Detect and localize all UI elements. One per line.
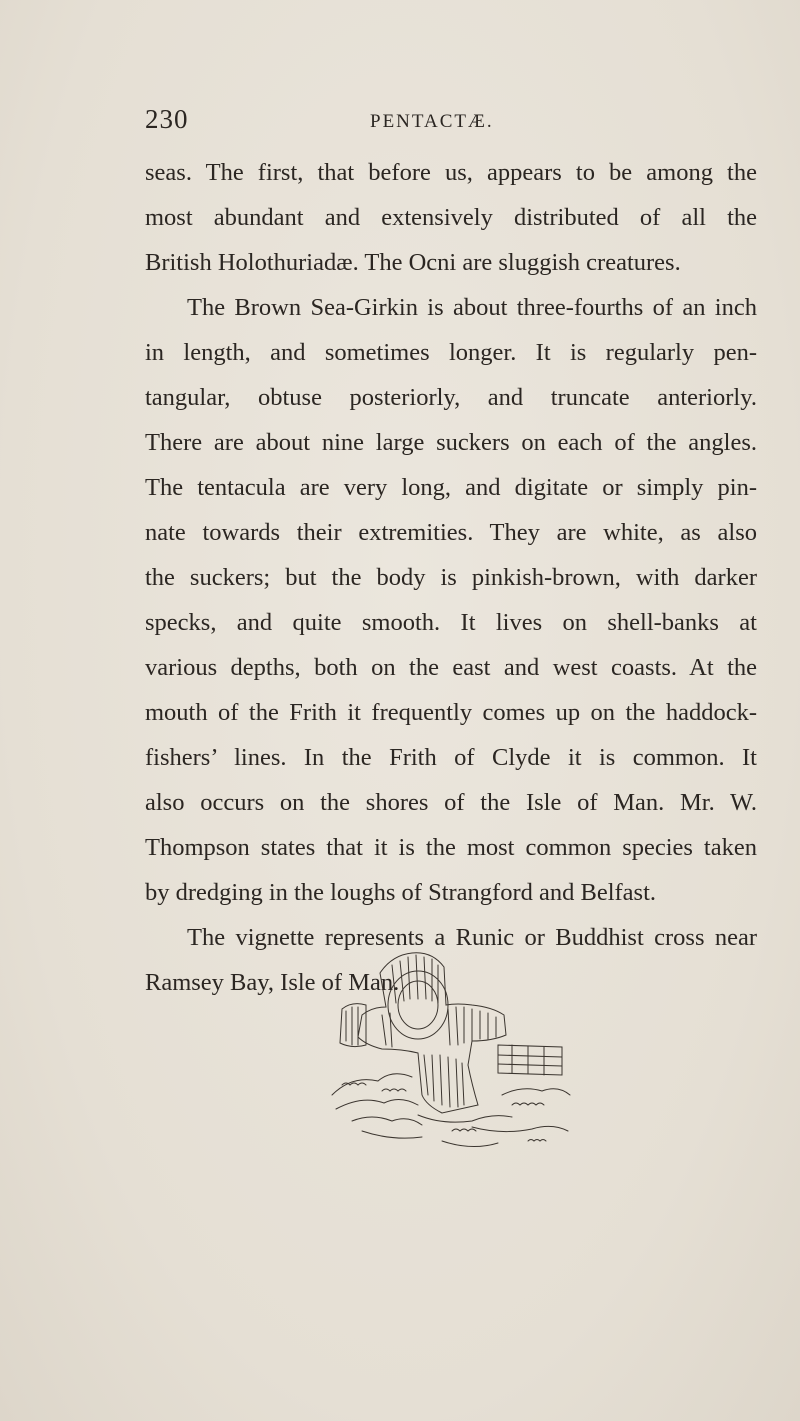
text-line: various depths, both on the east and west coasts. At the [145, 654, 757, 681]
runic-cross-engraving-icon [322, 945, 578, 1160]
text-line: most abundant and extensively distributed of all the [145, 204, 757, 231]
text-line: mouth of the Frith it frequently comes up on the haddock- [145, 699, 757, 726]
text-line: Thompson states that it is the most common species taken [145, 834, 757, 861]
text-line: in length, and sometimes longer. It is regularly pen- [145, 339, 757, 366]
text-line: There are about nine large suckers on each of the angles. [145, 429, 757, 456]
text-line: the suckers; but the body is pinkish-brown, with darker [145, 564, 757, 591]
page-header [145, 104, 725, 144]
body-text [145, 150, 757, 1005]
vignette-engraving [322, 945, 578, 1160]
text-line: seas. The first, that before us, appears to be among the [145, 159, 757, 186]
text-line: specks, and quite smooth. It lives on shell-banks at [145, 609, 757, 636]
text-line: The tentacula are very long, and digitate or simply pin- [145, 474, 757, 501]
text-line: fishers’ lines. In the Frith of Clyde it is common. It [145, 744, 757, 771]
text-line: also occurs on the shores of the Isle of Man. Mr. W. [145, 789, 757, 816]
text-line: The Brown Sea-Girkin is about three-fourths of an inch [187, 294, 757, 321]
running-head: PENTACTÆ. [370, 111, 494, 132]
text-line: tangular, obtuse posteriorly, and truncate anteriorly. [145, 384, 757, 411]
text-line: The vignette represents a Runic or Buddhist cross near [187, 924, 757, 951]
text-line: British Holothuriadæ. The Ocni are sluggish creatures. [145, 249, 681, 276]
text-line: by dredging in the loughs of Strangford and Belfast. [145, 879, 657, 906]
text-line: nate towards their extremities. They are white, as also [145, 519, 757, 546]
text-line: Ramsey Bay, Isle of Man. [145, 969, 400, 996]
page-number: 230 [145, 104, 189, 134]
